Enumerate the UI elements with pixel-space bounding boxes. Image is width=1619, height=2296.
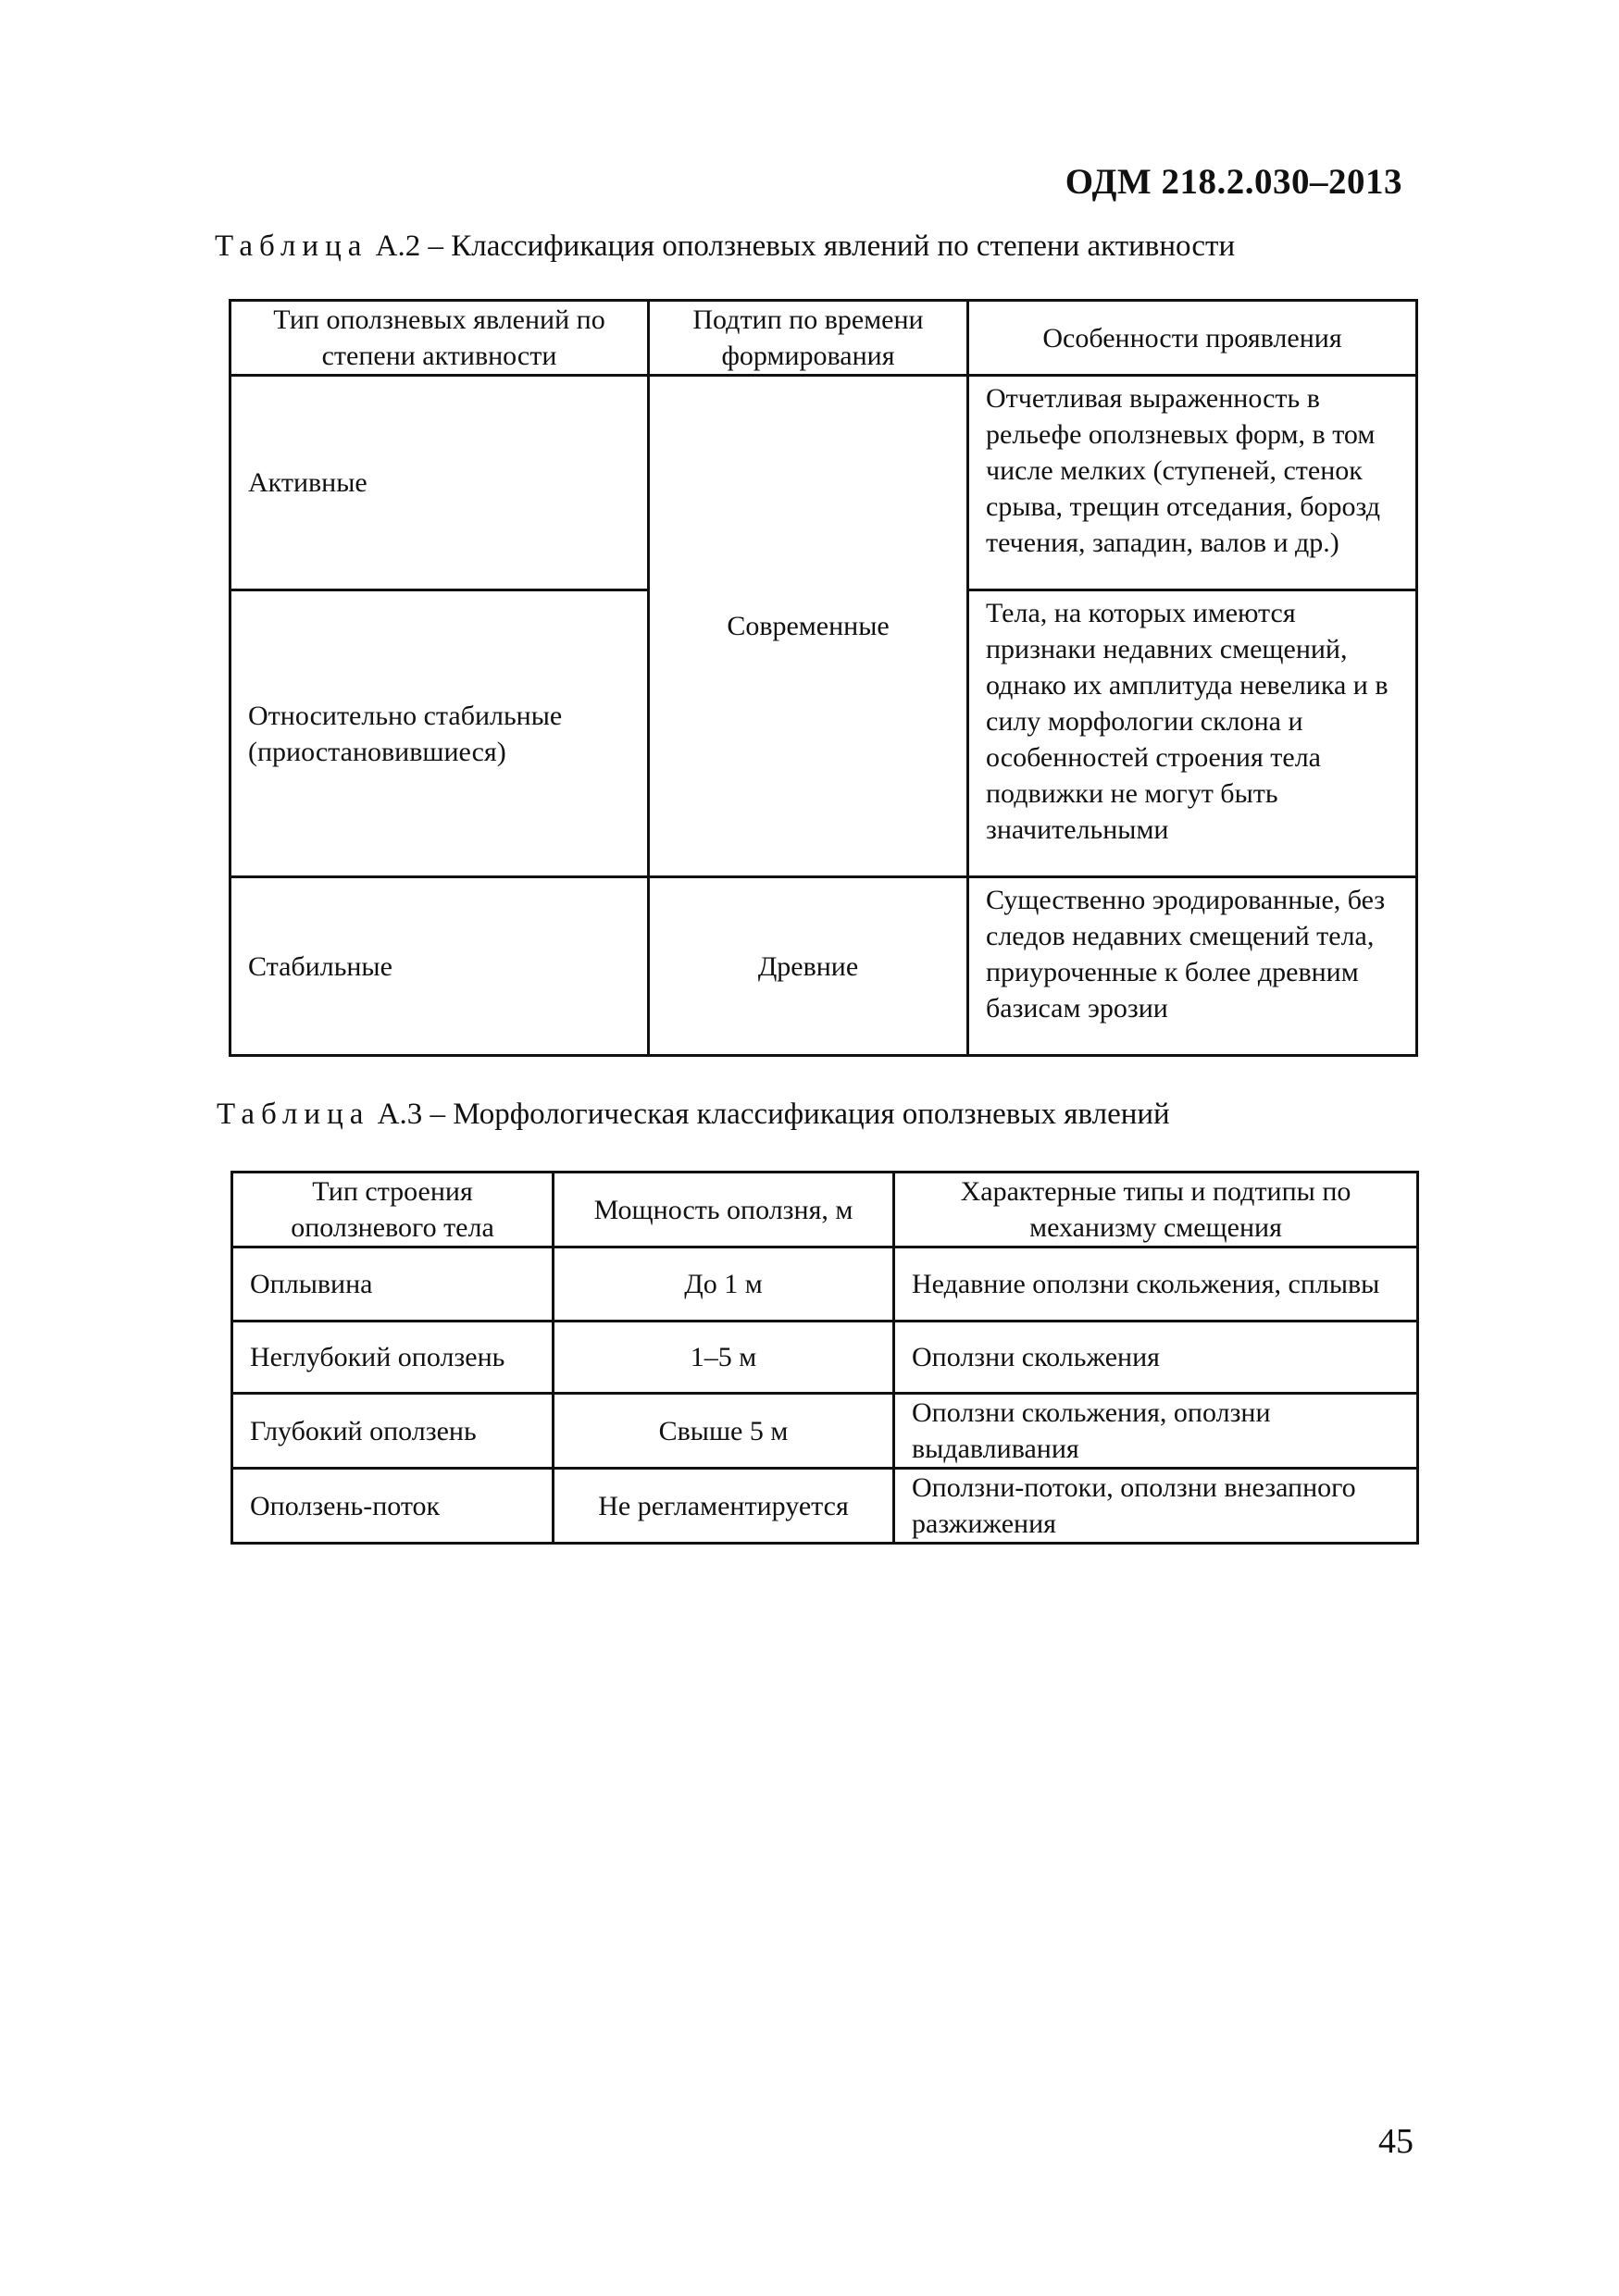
- activity-type-cell: Активные: [230, 376, 649, 590]
- table-header-row: [232, 1173, 1418, 1247]
- subtype-cell-modern: Современные: [649, 376, 968, 877]
- table-header-row: [230, 301, 1417, 376]
- table-row: [232, 1469, 1418, 1544]
- table-a2-caption: [215, 230, 1235, 264]
- column-header-mechanism: Характерные типы и подтипы по механизму смещения: [894, 1173, 1418, 1247]
- thickness-cell: Не регламентируется: [554, 1469, 894, 1544]
- thickness-cell: Свыше 5 м: [554, 1394, 894, 1469]
- activity-type-cell: Относительно стабильные (приостановившиеся): [230, 590, 649, 877]
- body-type-cell: Оплывина: [232, 1247, 554, 1322]
- feature-description-cell: Отчетливая выраженность в рельефе оползневых форм, в том числе мелких (ступеней, стенок срыва, трещин отседания, борозд течения, западин, валов и др.): [968, 376, 1417, 590]
- subtype-cell-ancient: Древние: [649, 877, 968, 1056]
- mechanism-cell: Оползни-потоки, оползни внезапного разжижения: [894, 1469, 1418, 1544]
- table-a3-caption-word: Таблица: [217, 1098, 370, 1131]
- column-header-features: Особенности проявления: [968, 301, 1417, 376]
- table-row: [232, 1394, 1418, 1469]
- mechanism-cell: Оползни скольжения: [894, 1322, 1418, 1394]
- body-type-cell: Неглубокий оползень: [232, 1322, 554, 1394]
- feature-description-cell: Существенно эродированные, без следов недавних смещений тела, приуроченные к более древним базисам эрозии: [968, 877, 1417, 1056]
- activity-classification-table: [229, 299, 1418, 1057]
- table-a3-caption-text: А.3 – Морфологическая классификация оползневых явлений: [377, 1098, 1170, 1131]
- morphological-classification-table: [230, 1171, 1419, 1545]
- table-a2-caption-text: А.2 – Классификация оползневых явлений по степени активности: [375, 230, 1236, 263]
- column-header-body-type: Тип строения оползневого тела: [232, 1173, 554, 1247]
- table-a2-caption-word: Таблица: [215, 230, 368, 263]
- column-header-subtype: Подтип по времени формирования: [649, 301, 968, 376]
- column-header-thickness: Мощность оползня, м: [554, 1173, 894, 1247]
- table-row: [232, 1322, 1418, 1394]
- thickness-cell: 1–5 м: [554, 1322, 894, 1394]
- body-type-cell: Глубокий оползень: [232, 1394, 554, 1469]
- thickness-cell: До 1 м: [554, 1247, 894, 1322]
- table-row: [232, 1247, 1418, 1322]
- mechanism-cell: Недавние оползни скольжения, сплывы: [894, 1247, 1418, 1322]
- table-row: [230, 877, 1417, 1056]
- body-type-cell: Оползень-поток: [232, 1469, 554, 1544]
- table-a3-caption: [217, 1098, 1170, 1132]
- mechanism-cell: Оползни скольжения, оползни выдавливания: [894, 1394, 1418, 1469]
- feature-description-cell: Тела, на которых имеются признаки недавних смещений, однако их амплитуда невелика и в силу морфологии склона и особенностей строения тела подвижки не могут быть значительными: [968, 590, 1417, 877]
- activity-type-cell: Стабильные: [230, 877, 649, 1056]
- table-row: [230, 376, 1417, 590]
- page-number: 45: [1378, 2122, 1414, 2161]
- column-header-type: Тип оползневых явлений по степени активности: [230, 301, 649, 376]
- document-code: ОДМ 218.2.030–2013: [1065, 162, 1402, 202]
